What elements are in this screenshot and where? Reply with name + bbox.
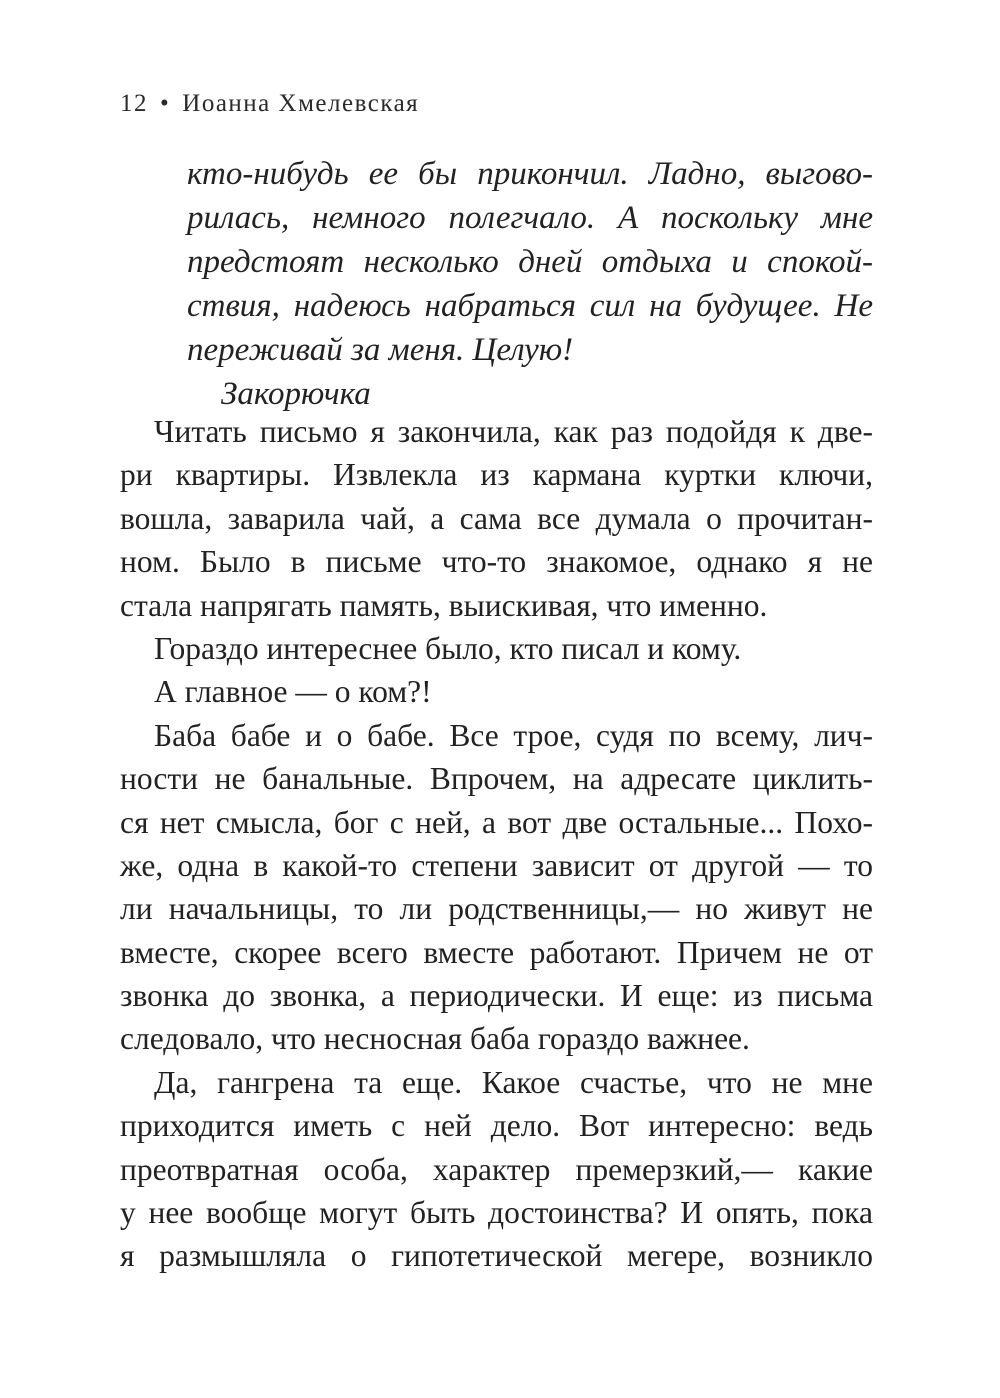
paragraph-line: А главное — о ком?! (154, 674, 432, 710)
running-head-separator: • (160, 90, 171, 117)
paragraph-line: ри квартиры. Извлекла из кармана куртки ключи, (120, 457, 873, 493)
paragraph-line: звонка до звонка, а периодически. И еще: из письма (120, 978, 873, 1014)
letter-signature: Закорючка (221, 376, 371, 412)
quoted-letter (187, 152, 873, 416)
paragraph-line: ли начальницы, то ли родственницы,— но живут не (120, 891, 873, 927)
paragraph-line: ности не банальные. Впрочем, на адресате циклить- (120, 761, 873, 797)
letter-line: переживай за меня. Целую! (187, 332, 574, 368)
paragraph-line: Баба бабе и о бабе. Все трое, судя по всему, лич- (154, 717, 873, 753)
paragraph-line: приходится иметь с ней дело. Вот интересно: ведь (120, 1108, 873, 1144)
letter-line: кто-нибудь ее бы прикончил. Ладно, выгово- (187, 156, 873, 192)
paragraph-line: я размышляла о гипотетической мегере, возникло (120, 1238, 873, 1274)
letter-line: предстоят несколько дней отдыха и спокой- (187, 244, 873, 280)
paragraph-line: ном. Было в письме что-то знакомое, однако я не (120, 544, 873, 580)
paragraph-line: Читать письмо я закончила, как раз подойдя к две- (154, 414, 873, 449)
paragraph-line: ся нет смысла, бог с ней, а вот две остальные... Похо- (120, 804, 873, 840)
paragraph-line: вместе, скорее всего вместе работают. Причем не от (120, 934, 873, 970)
paragraph-line: Гораздо интереснее было, кто писал и кому. (154, 630, 742, 666)
paragraph-line: преотвратная особа, характер премерзкий,— какие (120, 1151, 873, 1187)
page-number: 12 (120, 90, 148, 117)
running-head (120, 90, 419, 118)
paragraph-line: стала напрягать память, выискивая, что именно. (120, 587, 768, 623)
paragraph-line: же, одна в какой-то степени зависит от другой — то (120, 847, 873, 883)
paragraph-line: у нее вообще могут быть достоинства? И опять, пока (120, 1195, 873, 1231)
paragraph-line: вошла, заварила чай, а сама все думала о прочитан- (120, 500, 873, 536)
author-name: Иоанна Хмелевская (182, 90, 420, 117)
paragraph-line: следовало, что несносная баба гораздо важнее. (120, 1021, 750, 1057)
letter-line: рилась, немного полегчало. А поскольку мне (187, 200, 873, 236)
paragraph-line: Да, гангрена та еще. Какое счастье, что не мне (154, 1064, 873, 1100)
letter-line: ствия, надеюсь набраться сил на будущее. Не (187, 288, 873, 324)
body-text (120, 410, 873, 1278)
